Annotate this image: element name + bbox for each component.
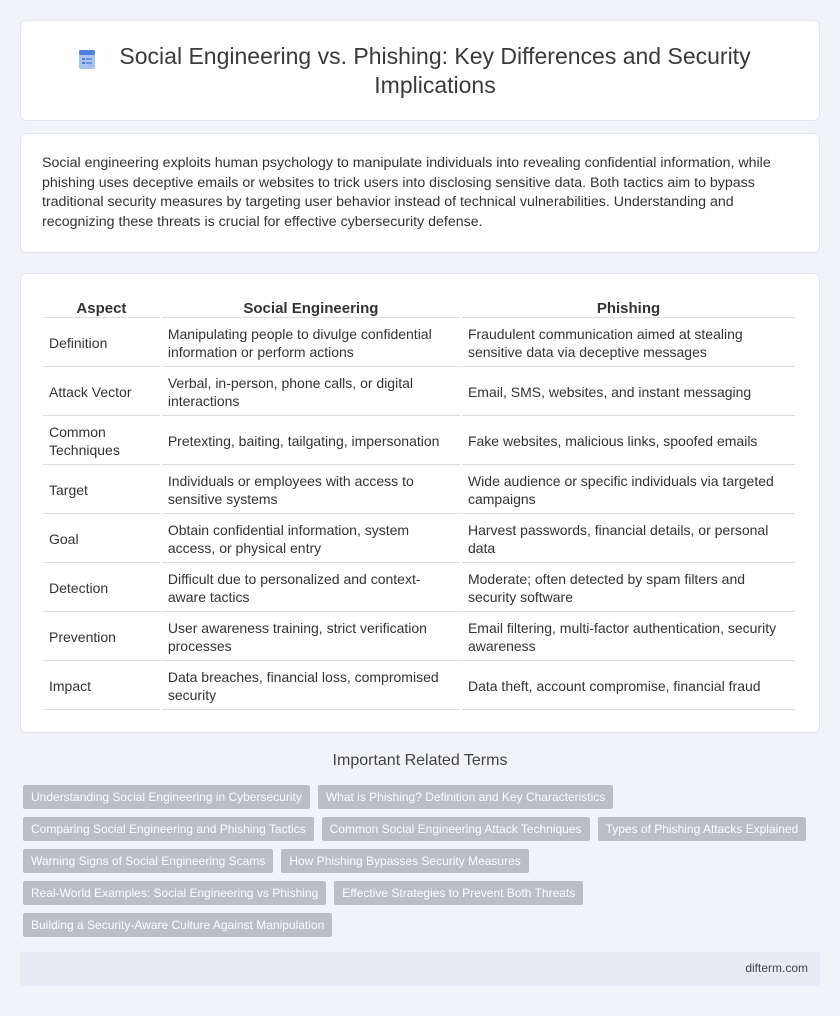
social-engineering-cell: User awareness training, strict verification processes <box>162 614 460 661</box>
related-term-tag[interactable]: Types of Phishing Attacks Explained <box>598 817 807 841</box>
phishing-cell: Data theft, account compromise, financial fraud <box>462 663 795 710</box>
tag-row <box>23 785 823 809</box>
column-header-social-engineering: Social Engineering <box>162 296 460 318</box>
table-header-row <box>43 296 795 318</box>
related-term-tag[interactable]: What is Phishing? Definition and Key Characteristics <box>318 785 613 809</box>
related-terms-title: Important Related Terms <box>332 752 508 769</box>
table-row <box>43 320 795 367</box>
social-engineering-cell: Manipulating people to divulge confidential information or perform actions <box>162 320 460 367</box>
social-engineering-cell: Difficult due to personalized and context-aware tactics <box>162 565 460 612</box>
page-title: Social Engineering vs. Phishing: Key Differences and Security Implications <box>119 42 751 98</box>
related-term-tag[interactable]: Common Social Engineering Attack Techniques <box>322 817 590 841</box>
table-row <box>43 565 795 612</box>
social-engineering-cell: Data breaches, financial loss, compromised security <box>162 663 460 710</box>
related-term-tag[interactable]: Understanding Social Engineering in Cybersecurity <box>23 785 310 809</box>
phishing-cell: Email, SMS, websites, and instant messaging <box>462 369 795 416</box>
intro-card <box>20 133 820 253</box>
comparison-table-card <box>20 273 820 733</box>
table-row <box>43 418 795 465</box>
phishing-cell: Harvest passwords, financial details, or personal data <box>462 516 795 563</box>
column-header-phishing: Phishing <box>462 296 795 318</box>
aspect-cell: Attack Vector <box>43 369 160 416</box>
comparison-table <box>41 294 797 712</box>
aspect-cell: Common Techniques <box>43 418 160 465</box>
related-term-tag[interactable]: Warning Signs of Social Engineering Scams <box>23 849 273 873</box>
related-term-tag[interactable]: Comparing Social Engineering and Phishing Tactics <box>23 817 314 841</box>
social-engineering-cell: Pretexting, baiting, tailgating, impersonation <box>162 418 460 465</box>
table-row <box>43 516 795 563</box>
table-row <box>43 369 795 416</box>
related-term-tag[interactable]: Effective Strategies to Prevent Both Threats <box>334 881 583 905</box>
aspect-cell: Definition <box>43 320 160 367</box>
tag-row <box>23 849 823 873</box>
aspect-cell: Prevention <box>43 614 160 661</box>
aspect-cell: Impact <box>43 663 160 710</box>
aspect-cell: Detection <box>43 565 160 612</box>
related-term-tag[interactable]: Real-World Examples: Social Engineering vs Phishing <box>23 881 326 905</box>
related-term-tag[interactable]: How Phishing Bypasses Security Measures <box>281 849 528 873</box>
phishing-cell: Email filtering, multi-factor authentication, security awareness <box>462 614 795 661</box>
phishing-cell: Moderate; often detected by spam filters and security software <box>462 565 795 612</box>
social-engineering-cell: Obtain confidential information, system access, or physical entry <box>162 516 460 563</box>
aspect-cell: Goal <box>43 516 160 563</box>
social-engineering-cell: Individuals or employees with access to sensitive systems <box>162 467 460 514</box>
tag-row <box>23 817 823 841</box>
table-row <box>43 663 795 710</box>
tag-row <box>23 913 823 937</box>
footer-site-link[interactable]: difterm.com <box>745 961 808 975</box>
related-term-tag[interactable]: Building a Security-Aware Culture Against Manipulation <box>23 913 332 937</box>
header-card <box>20 20 820 121</box>
column-header-aspect: Aspect <box>43 296 160 318</box>
footer <box>20 952 820 986</box>
related-terms-list <box>23 785 823 945</box>
aspect-cell: Target <box>43 467 160 514</box>
phishing-cell: Fraudulent communication aimed at stealing sensitive data via deceptive messages <box>462 320 795 367</box>
tag-row <box>23 881 823 905</box>
phishing-cell: Fake websites, malicious links, spoofed emails <box>462 418 795 465</box>
phishing-cell: Wide audience or specific individuals via targeted campaigns <box>462 467 795 514</box>
social-engineering-cell: Verbal, in-person, phone calls, or digital interactions <box>162 369 460 416</box>
table-row <box>43 614 795 661</box>
intro-text: Social engineering exploits human psychology to manipulate individuals into revealing confidential information, while phishing uses deceptive emails or websites to trick users into disclosing sensitive data. Both tactics aim to bypass traditional security measures by targeting user behavior instead of technical vulnerabilities. Understanding and recognizing these threats is crucial for effective cybersecurity defense. <box>42 155 771 230</box>
table-row <box>43 467 795 514</box>
